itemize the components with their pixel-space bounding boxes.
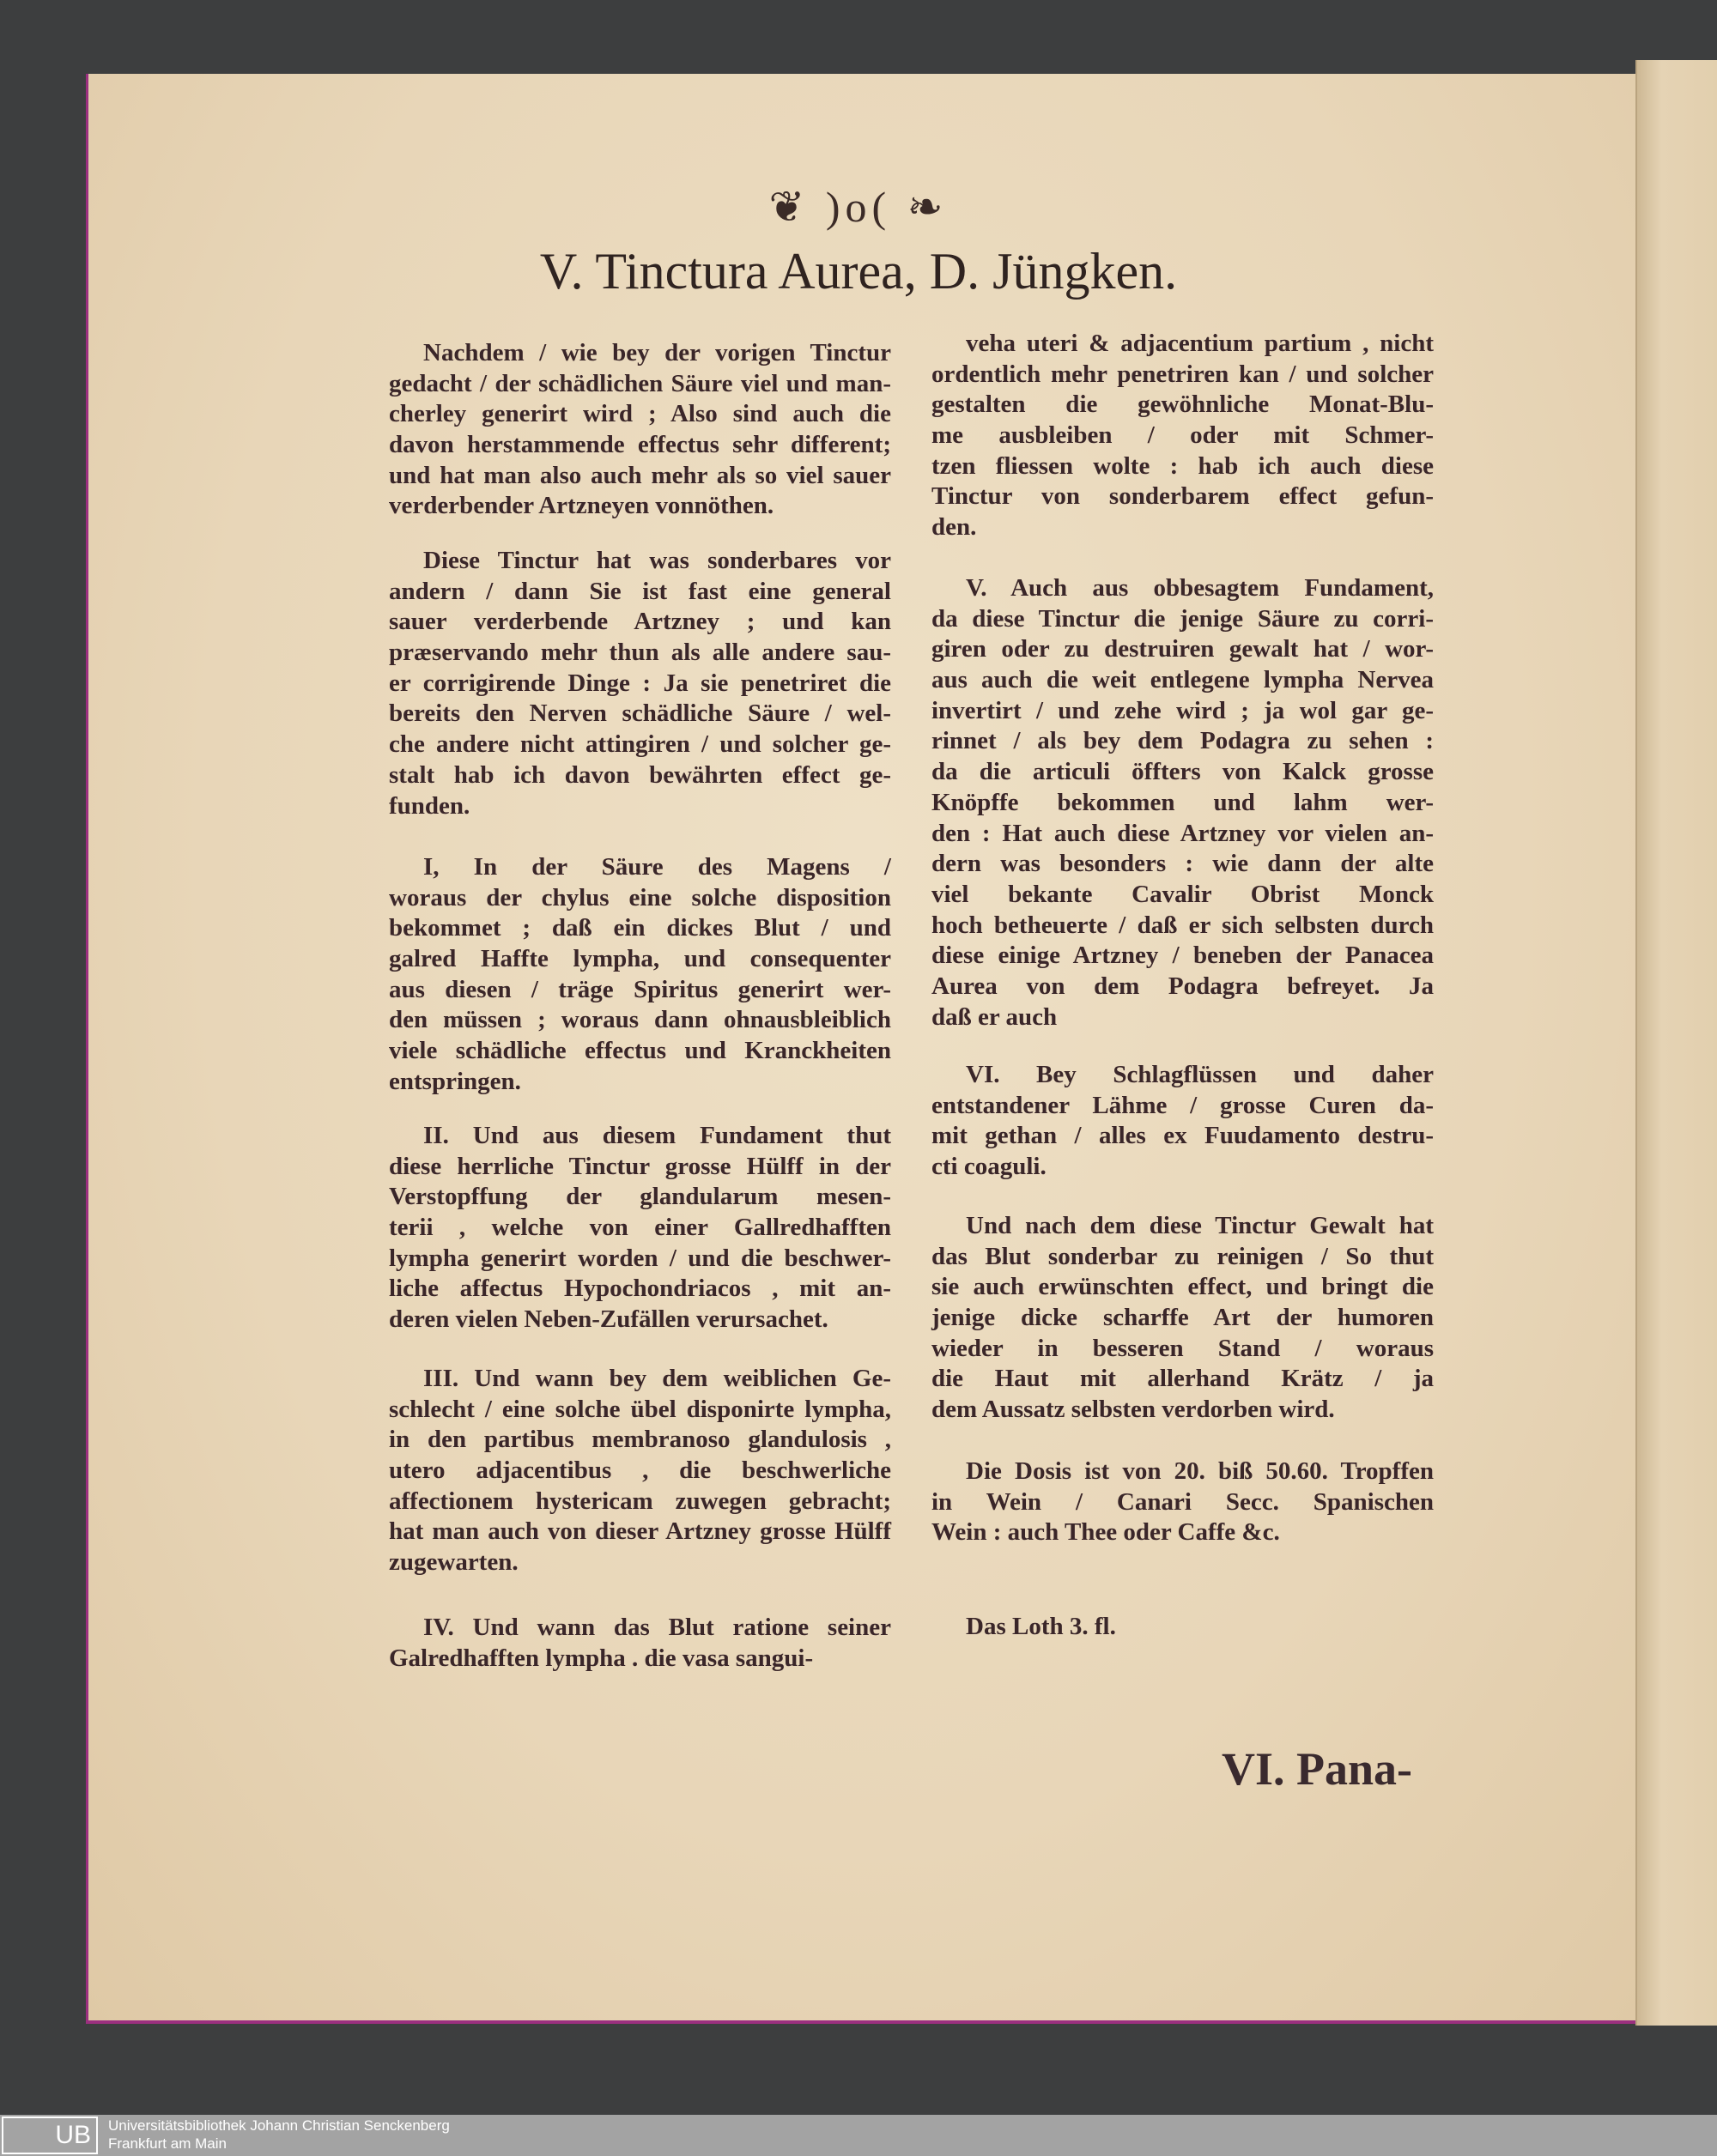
text-line: davon herstammende effectus sehr different;: [389, 431, 891, 459]
text-line: stalt hab ich davon bewährten effect ge-: [389, 760, 891, 789]
paragraph: [931, 1457, 1434, 1548]
text-line: Und nach dem diese Tinctur Gewalt hat: [966, 1212, 1434, 1239]
text-line: daß er auch: [931, 1002, 1058, 1031]
text-line: entstandener Lähme / grosse Curen da-: [931, 1091, 1434, 1119]
text-line: terii , welche von einer Gallredhafften: [389, 1214, 891, 1242]
text-line: affectionem hystericam zuwegen gebracht;: [389, 1487, 891, 1515]
text-line: den.: [931, 513, 977, 542]
text-line: cti coaguli.: [931, 1153, 1047, 1181]
text-line: invertirt / und zehe wird ; ja wol gar ge-: [931, 696, 1434, 724]
text-line: in Wein / Canari Secc. Spanischen: [931, 1487, 1434, 1516]
text-line: præservando mehr thun als alle andere sau-: [389, 639, 891, 667]
text-line: II. Und aus diesem Fundament thut: [423, 1122, 891, 1149]
text-line: galred Haffte lympha, und consequenter: [389, 945, 891, 973]
text-line: hat man auch von dieser Artzney grosse Hülff: [389, 1517, 891, 1546]
library-name: Universitätsbibliothek Johann Christian Senckenberg: [108, 2117, 450, 2134]
paragraph: [931, 1211, 1434, 1426]
text-line: verderbender Artzneyen vonnöthen.: [389, 492, 774, 520]
text-line: Diese Tinctur hat was sonderbares vor: [423, 547, 891, 574]
text-line: aus diesen / träge Spiritus generirt wer-: [389, 975, 891, 1003]
text-line: zugewarten.: [389, 1548, 519, 1577]
header-ornament: ❦ )o( ❧: [768, 183, 949, 231]
text-line: bekommet ; daß ein dickes Blut / und: [389, 914, 891, 942]
text-line: III. Und wann bey dem weiblichen Ge-: [423, 1365, 891, 1392]
text-line: sie auch erwünschten effect, und bringt die: [931, 1273, 1434, 1301]
text-line: rinnet / als bey dem Podagra zu sehen :: [931, 727, 1434, 755]
text-line: da die articuli öffters von Kalck grosse: [931, 758, 1434, 786]
paragraph: [389, 338, 891, 522]
paragraph: [389, 852, 891, 1098]
text-line: Nachdem / wie bey der vorigen Tinctur: [423, 339, 891, 366]
text-line: viel bekante Cavalir Obrist Monck: [931, 880, 1434, 908]
adjacent-page-edge: [1635, 60, 1717, 2026]
text-line: diese herrliche Tinctur grosse Hülff in der: [389, 1152, 891, 1180]
library-city: Frankfurt am Main: [108, 2135, 227, 2152]
text-line: Die Dosis ist von 20. biß 50.60. Tropffen: [966, 1457, 1434, 1485]
text-line: Tinctur von sonderbarem effect gefun-: [931, 482, 1434, 511]
text-line: utero adjacentibus , die beschwerliche: [389, 1457, 891, 1485]
text-line: tzen fliessen wolte : hab ich auch diese: [931, 451, 1434, 480]
library-logo: UB: [2, 2117, 98, 2154]
text-line: I, In der Säure des Magens /: [423, 853, 891, 881]
text-line: er corrigirende Dinge : Ja sie penetriret die: [389, 669, 891, 697]
paragraph: [931, 1612, 1434, 1643]
text-line: IV. Und wann das Blut ratione seiner: [423, 1614, 891, 1641]
text-line: Verstopffung der glandularum mesen-: [389, 1183, 891, 1211]
text-line: woraus der chylus eine solche disposition: [389, 883, 891, 911]
text-line: diese einige Artzney / beneben der Panacea: [931, 942, 1434, 970]
text-line: Aurea von dem Podagra befreyet. Ja: [931, 972, 1434, 1000]
text-line: veha uteri & adjacentium partium , nicht: [966, 330, 1434, 357]
text-line: dem Aussatz selbsten verdorben wird.: [931, 1396, 1335, 1424]
text-line: me ausbleiben / oder mit Schmer-: [931, 421, 1434, 450]
text-line: und hat man also auch mehr als so viel sauer: [389, 461, 891, 489]
text-line: deren vielen Neben-Zufällen verursachet.: [389, 1305, 828, 1334]
text-line: viele schädliche effectus und Kranckheiten: [389, 1037, 891, 1065]
text-line: die Haut mit allerhand Krätz / ja: [931, 1365, 1434, 1393]
text-line: entspringen.: [389, 1067, 521, 1095]
text-line: Wein : auch Thee oder Caffe &c.: [931, 1518, 1280, 1547]
paragraph: [931, 329, 1434, 543]
text-line: in den partibus membranoso glandulosis ,: [389, 1426, 891, 1454]
page-title: V. Tinctura Aurea, D. Jüngken.: [539, 243, 1178, 300]
text-line: dern was besonders : wie dann der alte: [931, 850, 1434, 878]
text-line: cherley generirt wird ; Also sind auch die: [389, 400, 891, 428]
library-footer: [0, 2115, 1717, 2156]
text-line: ordentlich mehr penetriren kan / und solcher: [931, 360, 1434, 388]
text-line: hoch betheuerte / daß er sich selbsten durch: [931, 911, 1434, 939]
text-line: Galredhafften lympha . die vasa sangui-: [389, 1644, 814, 1672]
text-line: gedacht / der schädlichen Säure viel und man-: [389, 369, 891, 397]
paragraph: [931, 573, 1434, 1033]
text-line: mit gethan / alles ex Fuudamento destru-: [931, 1122, 1434, 1150]
text-line: Knöpffe bekommen und lahm wer-: [931, 788, 1434, 816]
text-line: che andere nicht attingiren / und solcher ge-: [389, 730, 891, 759]
paragraph: [389, 1613, 891, 1674]
text-line: da diese Tinctur die jenige Säure zu corri-: [931, 604, 1434, 633]
text-line: gestalten die gewöhnliche Monat-Blu-: [931, 391, 1434, 419]
catchword: VI. Pana-: [1222, 1743, 1413, 1795]
text-line: bereits den Nerven schädliche Säure / wel-: [389, 699, 891, 728]
paragraph: [389, 1364, 891, 1578]
paragraph: [931, 1060, 1434, 1183]
text-line: aus auch die weit entlegene lympha Nervea: [931, 666, 1434, 694]
text-line: sauer verderbende Artzney ; und kan: [389, 608, 891, 636]
text-line: funden.: [389, 791, 470, 820]
paragraph: [389, 1121, 891, 1335]
text-line: giren oder zu destruiren gewalt hat / wor-: [931, 635, 1434, 663]
text-line: jenige dicke scharffe Art der humoren: [931, 1304, 1434, 1332]
text-line: schlecht / eine solche übel disponirte lympha,: [389, 1395, 891, 1423]
text-line: V. Auch aus obbesagtem Fundament,: [966, 574, 1434, 602]
text-line: liche affectus Hypochondriacos , mit an-: [389, 1275, 891, 1303]
text-line: wieder in besseren Stand / woraus: [931, 1334, 1434, 1362]
text-line: den : Hat auch diese Artzney vor vielen an-: [931, 819, 1434, 847]
text-line: das Blut sonderbar zu reinigen / So thut: [931, 1242, 1434, 1270]
paragraph: [389, 546, 891, 821]
text-line: VI. Bey Schlagflüssen und daher: [966, 1061, 1434, 1088]
text-line: andern / dann Sie ist fast eine general: [389, 577, 891, 605]
text-line: Das Loth 3. fl.: [966, 1613, 1116, 1640]
text-line: lympha generirt worden / und die beschwer-: [389, 1244, 891, 1272]
text-line: den müssen ; woraus dann ohnausbleiblich: [389, 1006, 891, 1034]
